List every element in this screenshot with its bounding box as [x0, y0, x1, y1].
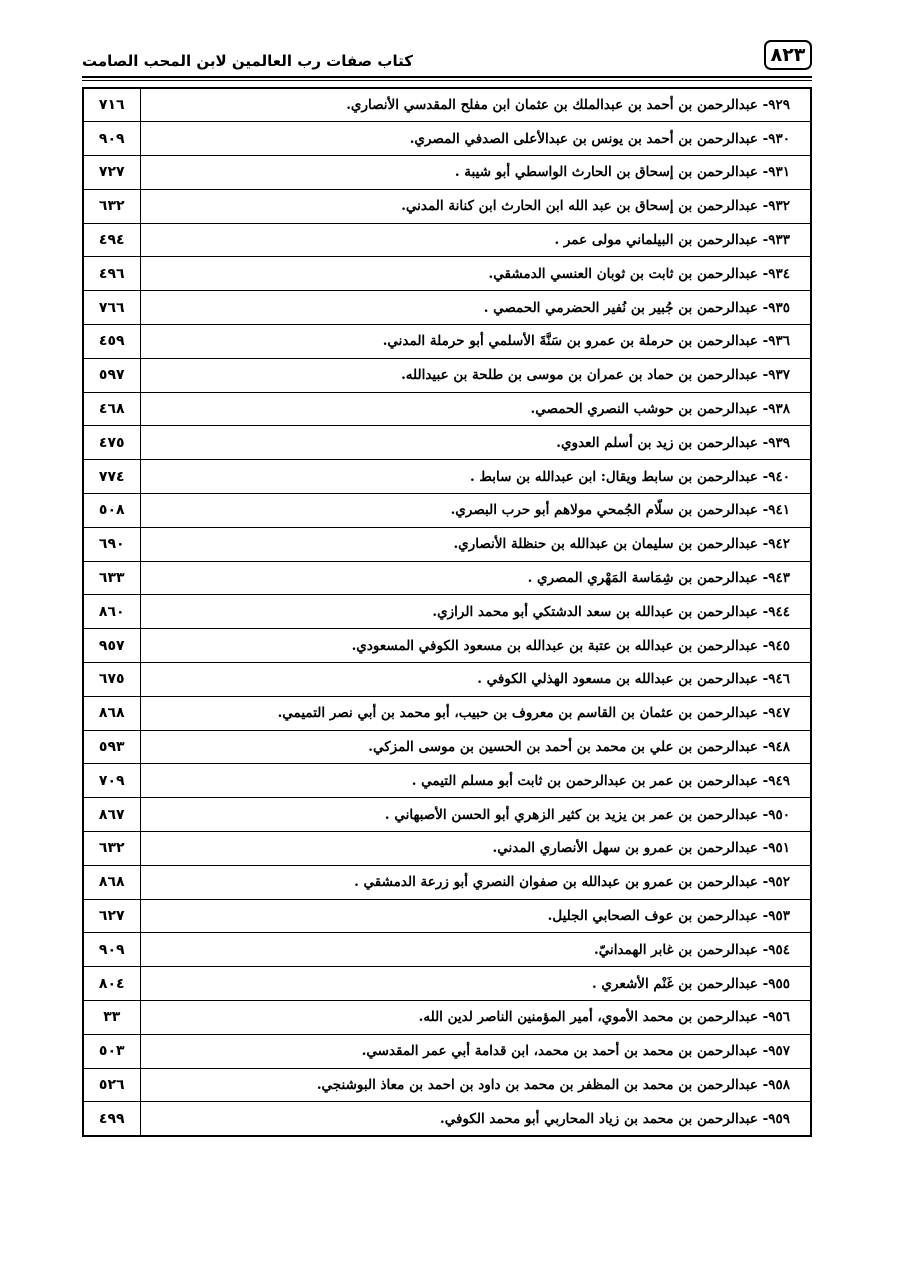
entry-name: ٩٢٩- عبدالرحمن بن أحمد بن عبدالملك بن عثمان ابن مفلح المقدسي الأنصاري. — [140, 88, 811, 122]
table-row — [83, 696, 811, 730]
running-title — [82, 52, 582, 70]
name-index-table — [82, 87, 812, 1137]
table-row — [83, 832, 811, 866]
entry-name: ٩٤٧- عبدالرحمن بن عثمان بن القاسم بن معروف بن حبيب، أبو محمد بن أبي نصر التميمي. — [140, 696, 811, 730]
entry-name: ٩٥٧- عبدالرحمن بن محمد بن أحمد بن محمد، ابن قدامة أبي عمر المقدسي. — [140, 1034, 811, 1068]
table-row — [83, 967, 811, 1001]
entry-name: ٩٤٦- عبدالرحمن بن عبدالله بن مسعود الهذلي الكوفي . — [140, 663, 811, 697]
entry-name: ٩٥٨- عبدالرحمن بن محمد بن المظفر بن محمد بن داود بن احمد بن معاذ البوشنجي. — [140, 1068, 811, 1102]
page-header — [82, 38, 812, 84]
table-row — [83, 392, 811, 426]
index-table-body — [83, 88, 811, 1136]
table-row — [83, 527, 811, 561]
entry-name: ٩٣٢- عبدالرحمن بن إسحاق بن عبد الله ابن الحارث ابن كنانة المدني. — [140, 189, 811, 223]
page-reference: ٨٠٤ — [83, 967, 140, 1001]
entry-name: ٩٥٤- عبدالرحمن بن غابر الهمدانيّ. — [140, 933, 811, 967]
table-row — [83, 426, 811, 460]
page-reference: ٧٠٩ — [83, 764, 140, 798]
entry-name: ٩٣٣- عبدالرحمن بن البيلماني مولى عمر . — [140, 223, 811, 257]
page-reference: ٩٥٧ — [83, 629, 140, 663]
book-title: كتاب صفات رب العالمين لابن المحب الصامت — [82, 52, 413, 70]
page-reference: ٦٣٢ — [83, 189, 140, 223]
page-reference: ٩٠٩ — [83, 122, 140, 156]
entry-name: ٩٣٧- عبدالرحمن بن حماد بن عمران بن موسى بن طلحة بن عبيدالله. — [140, 358, 811, 392]
page-reference: ٧٢٧ — [83, 156, 140, 190]
table-row — [83, 460, 811, 494]
page-reference: ٦٩٠ — [83, 527, 140, 561]
entry-name: ٩٣٨- عبدالرحمن بن حوشب النصري الحمصي. — [140, 392, 811, 426]
page-reference: ٦٢٧ — [83, 899, 140, 933]
entry-name: ٩٣١- عبدالرحمن بن إسحاق بن الحارث الواسطي أبو شيبة . — [140, 156, 811, 190]
table-row — [83, 933, 811, 967]
table-row — [83, 595, 811, 629]
page-reference: ٧٧٤ — [83, 460, 140, 494]
table-row — [83, 764, 811, 798]
entry-name: ٩٤٩- عبدالرحمن بن عمر بن عبدالرحمن بن ثابت أبو مسلم التيمي . — [140, 764, 811, 798]
header-rule — [82, 76, 812, 78]
entry-name: ٩٣٩- عبدالرحمن بن زيد بن أسلم العدوي. — [140, 426, 811, 460]
page-reference: ٤٩٤ — [83, 223, 140, 257]
entry-name: ٩٤٢- عبدالرحمن بن سليمان بن عبدالله بن حنظلة الأنصاري. — [140, 527, 811, 561]
entry-name: ٩٤١- عبدالرحمن بن سلّام الجُمحي مولاهم أبو حرب البصري. — [140, 494, 811, 528]
entry-name: ٩٤٥- عبدالرحمن بن عبدالله بن عتبة بن عبدالله بن مسعود الكوفي المسعودي. — [140, 629, 811, 663]
table-row — [83, 291, 811, 325]
entry-name: ٩٥٥- عبدالرحمن بن غَنْم الأشعري . — [140, 967, 811, 1001]
page-reference: ٦٧٥ — [83, 663, 140, 697]
table-row — [83, 865, 811, 899]
entry-name: ٩٥٠- عبدالرحمن بن عمر بن يزيد بن كثير الزهري أبو الحسن الأصبهاني . — [140, 798, 811, 832]
table-row — [83, 899, 811, 933]
entry-name: ٩٤٠- عبدالرحمن بن سابط ويقال: ابن عبدالله بن سابط . — [140, 460, 811, 494]
table-row — [83, 629, 811, 663]
entry-name: ٩٥٢- عبدالرحمن بن عمرو بن عبدالله بن صفوان النصري أبو زرعة الدمشقي . — [140, 865, 811, 899]
page-reference: ٤٥٩ — [83, 325, 140, 359]
header-rule-thin — [82, 80, 812, 81]
entry-name: ٩٤٤- عبدالرحمن بن عبدالله بن سعد الدشتكي أبو محمد الرازي. — [140, 595, 811, 629]
page-reference: ٦٣٢ — [83, 832, 140, 866]
entry-name: ٩٣٠- عبدالرحمن بن أحمد بن يونس بن عبدالأعلى الصدفي المصري. — [140, 122, 811, 156]
page-reference: ٥٠٨ — [83, 494, 140, 528]
table-row — [83, 1068, 811, 1102]
table-row — [83, 730, 811, 764]
table-row — [83, 325, 811, 359]
page-reference: ٧٦٦ — [83, 291, 140, 325]
entry-name: ٩٤٨- عبدالرحمن بن علي بن محمد بن أحمد بن الحسين بن موسى المزكي. — [140, 730, 811, 764]
table-row — [83, 189, 811, 223]
table-row — [83, 358, 811, 392]
page-reference: ٤٩٦ — [83, 257, 140, 291]
page-reference: ٨٦٠ — [83, 595, 140, 629]
entry-name: ٩٥٦- عبدالرحمن بن محمد الأموي، أمير المؤمنين الناصر لدين الله. — [140, 1001, 811, 1035]
entry-name: ٩٣٥- عبدالرحمن بن جُبير بن نُفير الحضرمي الحمصي . — [140, 291, 811, 325]
page-reference: ٣٣ — [83, 1001, 140, 1035]
page-reference: ٥٩٣ — [83, 730, 140, 764]
table-row — [83, 156, 811, 190]
page-reference: ٧١٦ — [83, 88, 140, 122]
entry-name: ٩٥٩- عبدالرحمن بن محمد بن زياد المحاربي أبو محمد الكوفي. — [140, 1102, 811, 1136]
page-reference: ٦٣٣ — [83, 561, 140, 595]
table-row — [83, 223, 811, 257]
table-row — [83, 1102, 811, 1136]
page-reference: ٨٦٨ — [83, 865, 140, 899]
table-row — [83, 88, 811, 122]
page-reference: ٨٦٨ — [83, 696, 140, 730]
page-number-box: ٨٢٣ — [764, 40, 812, 70]
entry-name: ٩٥٣- عبدالرحمن بن عوف الصحابي الجليل. — [140, 899, 811, 933]
page-reference: ٩٠٩ — [83, 933, 140, 967]
page-reference: ٨٦٧ — [83, 798, 140, 832]
table-row — [83, 257, 811, 291]
page-reference: ٤٩٩ — [83, 1102, 140, 1136]
page-reference: ٥٠٣ — [83, 1034, 140, 1068]
table-row — [83, 663, 811, 697]
page-reference: ٥٩٧ — [83, 358, 140, 392]
table-row — [83, 561, 811, 595]
entry-name: ٩٥١- عبدالرحمن بن عمرو بن سهل الأنصاري المدني. — [140, 832, 811, 866]
page-reference: ٥٢٦ — [83, 1068, 140, 1102]
entry-name: ٩٣٤- عبدالرحمن بن ثابت بن ثوبان العنسي الدمشقي. — [140, 257, 811, 291]
table-row — [83, 1001, 811, 1035]
table-row — [83, 494, 811, 528]
table-row — [83, 122, 811, 156]
page-reference: ٤٧٥ — [83, 426, 140, 460]
entry-name: ٩٣٦- عبدالرحمن بن حرملة بن عمرو بن سَنَّةَ الأسلمي أبو حرملة المدني. — [140, 325, 811, 359]
table-row — [83, 798, 811, 832]
table-row — [83, 1034, 811, 1068]
entry-name: ٩٤٣- عبدالرحمن بن شِمَاسة المَهْري المصري . — [140, 561, 811, 595]
page-reference: ٤٦٨ — [83, 392, 140, 426]
